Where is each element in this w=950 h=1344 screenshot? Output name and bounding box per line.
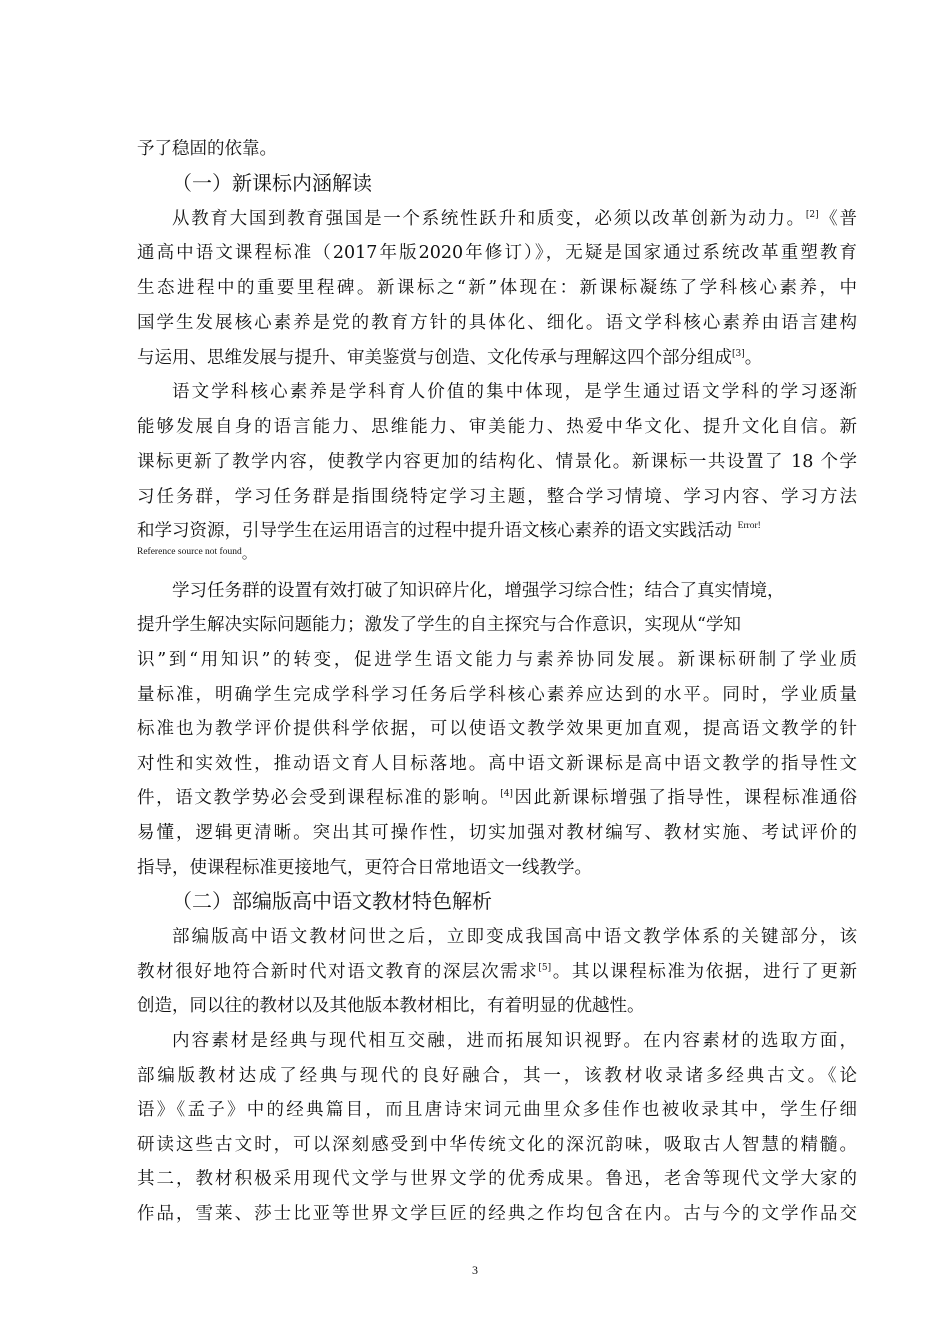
- paragraph-line: 国学生发展核心素养是党的教育方针的具体化、细化。语文学科核心素养由语言建构: [137, 313, 857, 333]
- paragraph-line: 创造，同以往的教材以及其他版本教材相比，有着明显的优越性。: [137, 996, 645, 1016]
- section-heading-1: （一）新课标内涵解读: [172, 171, 372, 195]
- paragraph-line: 与运用、思维发展与提升、审美鉴赏与创造、文化传承与理解这四个部分组成[3]。: [137, 348, 763, 368]
- reference-error: Reference source not found。: [137, 546, 257, 562]
- paragraph-line: 语文学科核心素养是学科育人价值的集中体现，是学生通过语文学科的学习逐渐: [172, 382, 857, 402]
- paragraph-line: 研读这些古文时，可以深刻感受到中华传统文化的深沉韵味，吸取古人智慧的精髓。: [137, 1135, 857, 1155]
- paragraph-line: 习任务群，学习任务群是指围绕特定学习主题，整合学习情境、学习内容、学习方法: [137, 487, 857, 507]
- paragraph-line: 内容素材是经典与现代相互交融，进而拓展知识视野。在内容素材的选取方面，: [172, 1031, 857, 1051]
- citation-ref[interactable]: [4]: [500, 789, 513, 799]
- paragraph-line: 作品，雪莱、莎士比亚等世界文学巨匠的经典之作均包含在内。古与今的文学作品交: [137, 1204, 857, 1224]
- paragraph-line: 对性和实效性，推动语文育人目标落地。高中语文新课标是高中语文教学的指导性文: [137, 754, 857, 774]
- paragraph-line: 部编版高中语文教材问世之后，立即变成我国高中语文教学体系的关键部分，该: [172, 927, 857, 947]
- paragraph-line: 部编版教材达成了经典与现代的良好融合，其一，该教材收录诸多经典古文。《论: [137, 1066, 857, 1086]
- citation-ref[interactable]: [2]: [805, 210, 819, 220]
- reference-error: Error!: [737, 521, 761, 531]
- paragraph-line: 识”到“用知识”的转变，促进学生语文能力与素养协同发展。新课标研制了学业质: [137, 650, 857, 670]
- paragraph-line: 能够发展自身的语言能力、思维能力、审美能力、热爱中华文化、提升文化自信。新: [137, 417, 857, 437]
- paragraph-line: 量标准，明确学生完成学科学习任务后学科核心素养应达到的水平。同时，学业质量: [137, 685, 857, 705]
- citation-ref[interactable]: [3]: [732, 349, 745, 359]
- paragraph-line: 标准也为教学评价提供科学依据，可以使语文教学效果更加直观，提高语文教学的针: [137, 719, 857, 739]
- paragraph-line: 教材很好地符合新时代对语文教育的深层次需求[5]。其以课程标准为依据，进行了更新: [137, 962, 858, 982]
- paragraph-line: 易懂，逻辑更清晰。突出其可操作性，切实加强对教材编写、教材实施、考试评价的: [137, 823, 857, 843]
- page-number: 3: [472, 1263, 478, 1277]
- paragraph-line: 语》《孟子》中的经典篇目，而且唐诗宋词元曲里众多佳作也被收录其中，学生仔细: [137, 1100, 857, 1120]
- citation-ref[interactable]: [5]: [538, 963, 552, 973]
- paragraph-line: 和学习资源，引导学生在运用语言的过程中提升语文核心素养的语文实践活动 $^{Error!}$: [137, 521, 761, 541]
- paragraph-line: 提升学生解决实际问题能力；激发了学生的自主探究与合作意识，实现从“学知: [137, 615, 741, 635]
- paragraph-line: 学习任务群的设置有效打破了知识碎片化，增强学习综合性；结合了真实情境，: [172, 581, 785, 601]
- paragraph-line: 生态进程中的重要里程碑。新课标之“新”体现在：新课标凝练了学科核心素养，中: [137, 278, 857, 298]
- paragraph-line: 件，语文教学势必会受到课程标准的影响。[4]因此新课标增强了指导性，课程标准通俗: [137, 788, 858, 808]
- paragraph-line: 指导，使课程标准更接地气，更符合日常地语文一线教学。: [137, 858, 592, 878]
- section-heading-2: （二）部编版高中语文教材特色解析: [172, 889, 492, 913]
- paragraph-line: 其二，教材积极采用现代文学与世界文学的优秀成果。鲁迅，老舍等现代文学大家的: [137, 1169, 857, 1189]
- paragraph-line: 课标更新了教学内容，使教学内容更加的结构化、情景化。新课标一共设置了 18 个学: [137, 452, 857, 472]
- paragraph-line: 通高中语文课程标准（2017年版2020年修订）》，无疑是国家通过系统改革重塑教育: [137, 243, 857, 263]
- intro-line: 予了稳固的依靠。: [137, 139, 277, 159]
- paragraph-line: 从教育大国到教育强国是一个系统性跃升和质变，必须以改革创新为动力。[2]《普: [172, 209, 858, 229]
